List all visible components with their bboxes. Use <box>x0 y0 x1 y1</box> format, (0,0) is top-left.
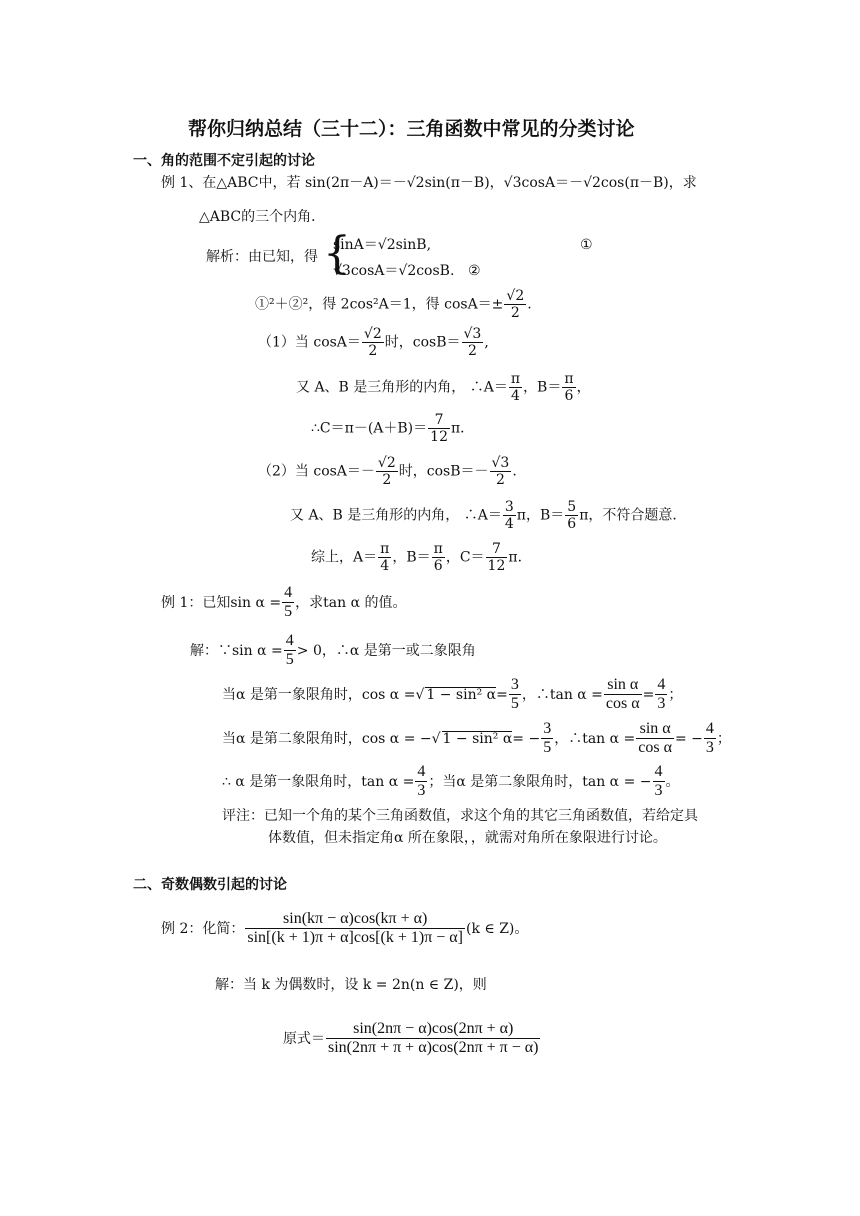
fraction: $\frac{√2}{2}$ <box>506 288 525 322</box>
section-heading-2: 二、奇数偶数引起的讨论 <box>133 877 287 893</box>
equation-2-mark: ② <box>468 263 481 279</box>
fraction: $\frac{√3}{2}$ <box>491 455 510 489</box>
example-1-line-2: △ABC的三个内角． <box>199 209 326 225</box>
fraction: $\frac{√3}{2}$ <box>463 326 482 360</box>
section-heading-1: 一、角的范围不定引起的讨论 <box>133 153 315 169</box>
fraction: $\frac{\sin(2n\pi - \alpha)\cos(2n\pi + \alpha)}{\sin(2n\pi + \pi + \alpha)\cos(2n\pi + \pi - \alpha)}$ <box>328 1020 539 1057</box>
example-1-line-1: 例 1、在△ABC中，若 sin(2π－A)＝－√2sin(π－B)，√3cosA＝－√2cos(π－B)，求 <box>161 175 697 191</box>
example-a-solution: 解：∵sin α = $\frac{4}{5}$ > 0，∴α 是第一或二象限角 <box>190 632 476 669</box>
fraction: $\frac{4}{3}$ <box>654 763 663 800</box>
solution-intro: 解析：由已知，得 <box>206 249 318 265</box>
sum-text: ①²＋②²，得 2cos²A＝1，得 cosA＝± <box>255 296 504 313</box>
quadrant-2-line: 当α 是第二象限角时，cos α = −√ 1 − sin² α= − $\frac{3}{5}$ ，∴tan α = $\frac{\text{sin α}}{\text{cos α}}$ = − $\frac{4}{3}$ ； <box>222 720 731 757</box>
fraction: $\frac{4}{5}$ <box>284 584 293 621</box>
fraction: $\frac{\text{sin α}}{\text{cos α}}$ <box>638 720 672 757</box>
fraction: $\frac{\text{sin α}}{\text{cos α}}$ <box>605 676 640 713</box>
equation-1-mark: ① <box>580 237 593 253</box>
fraction: $\frac{4}{5}$ <box>285 632 294 669</box>
example-2-solution: 解：当 k 为偶数时，设 k = 2n(n ∈ Z)，则 <box>215 977 487 993</box>
equation-2: √3cosA＝√2cosB. <box>333 263 455 279</box>
conclusion-line: ∴ α 是第一象限角时，tan α = $\frac{4}{3}$ ；当α 是第二象限角时，tan α = − $\frac{4}{3}$ 。 <box>222 763 680 800</box>
fraction: $\frac{\pi}{6}$ <box>564 371 574 405</box>
fraction: $\frac{√2}{2}$ <box>363 326 382 360</box>
fraction: $\frac{7}{12}$ <box>430 412 448 446</box>
summary-line: 综上，A＝ $\frac{\pi}{4}$ ，B＝ $\frac{\pi}{6}$ ，C＝ $\frac{7}{12}$ π． <box>311 541 532 575</box>
case-2-line-2: 又 A、B 是三角形的内角， ∴A＝ $\frac{3}{4}$ π，B＝ $\frac{5}{6}$ π，不符合题意． <box>290 499 687 533</box>
page-title: 帮你归纳总结（三十二）：三角函数中常见的分类讨论 <box>188 118 635 140</box>
fraction: $\frac{\sin(k\pi - \alpha)\cos(k\pi + \alpha)}{\sin[(k + 1)\pi + \alpha]\cos[(k + 1)\pi - \alpha]}$ <box>247 910 463 947</box>
case-1-line-1: （1）当 cosA＝ $\frac{√2}{2}$ 时，cosB＝ $\frac{√3}{2}$ , <box>258 326 489 360</box>
fraction: $\frac{√2}{2}$ <box>377 455 396 489</box>
note-line-1: 评注：已知一个角的某个三角函数值，求这个角的其它三角函数值，若给定具 <box>222 808 698 824</box>
fraction: $\frac{5}{6}$ <box>567 499 577 533</box>
fraction: $\frac{\pi}{4}$ <box>510 371 521 405</box>
case-2-line-1: （2）当 cosA＝－ $\frac{√2}{2}$ 时，cosB＝－ $\frac{√3}{2}$ . <box>258 455 517 489</box>
case-1-line-2: 又 A、B 是三角形的内角， ∴A＝ $\frac{\pi}{4}$ ，B＝ $\frac{\pi}{6}$ ， <box>296 371 591 405</box>
example-2-line: 例 2：化简： $\frac{\sin(k\pi - \alpha)\cos(k\pi + \alpha)}{\sin[(k + 1)\pi + \alpha]\cos[(k + 1)\pi - \alpha]}$ (k ∈ Z)。 <box>161 910 529 947</box>
fraction: $\frac{3}{5}$ <box>543 720 552 757</box>
sum-of-squares-line: ①²＋②²，得 2cos²A＝1，得 cosA＝± $\frac{√2}{2}$ . <box>255 288 532 322</box>
case-1-line-3: ∴C＝π－(A＋B)＝ $\frac{7}{12}$ π． <box>311 412 475 446</box>
original-expression: 原式＝ $\frac{\sin(2n\pi - \alpha)\cos(2n\pi + \alpha)}{\sin(2n\pi + \pi + \alpha)\cos(2n\pi + \pi - \alpha)}$ <box>283 1020 539 1057</box>
fraction: $\frac{\pi}{4}$ <box>380 541 390 575</box>
fraction: $\frac{\pi}{6}$ <box>433 541 443 575</box>
equation-1: sinA＝√2sinB, <box>333 237 432 253</box>
fraction: $\frac{4}{3}$ <box>417 763 426 800</box>
note-line-2: 体数值，但未指定角α 所在象限，，就需对角所在象限进行讨论。 <box>268 830 667 846</box>
example-a-line-1: 例 1：已知sin α = $\frac{4}{5}$ ，求tan α 的值。 <box>161 584 407 621</box>
equation-brace: { <box>323 228 351 279</box>
quadrant-1-line: 当α 是第一象限角时，cos α =√ 1 − sin² α= $\frac{3}{5}$ ，∴tan α = $\frac{\text{sin α}}{\text{cos α}}$ = $\frac{4}{3}$ ； <box>222 676 683 713</box>
fraction: $\frac{7}{12}$ <box>487 541 506 575</box>
fraction: $\frac{3}{4}$ <box>504 499 514 533</box>
fraction: $\frac{4}{3}$ <box>705 720 714 757</box>
fraction: $\frac{4}{3}$ <box>657 676 666 713</box>
fraction: $\frac{3}{5}$ <box>510 676 519 713</box>
